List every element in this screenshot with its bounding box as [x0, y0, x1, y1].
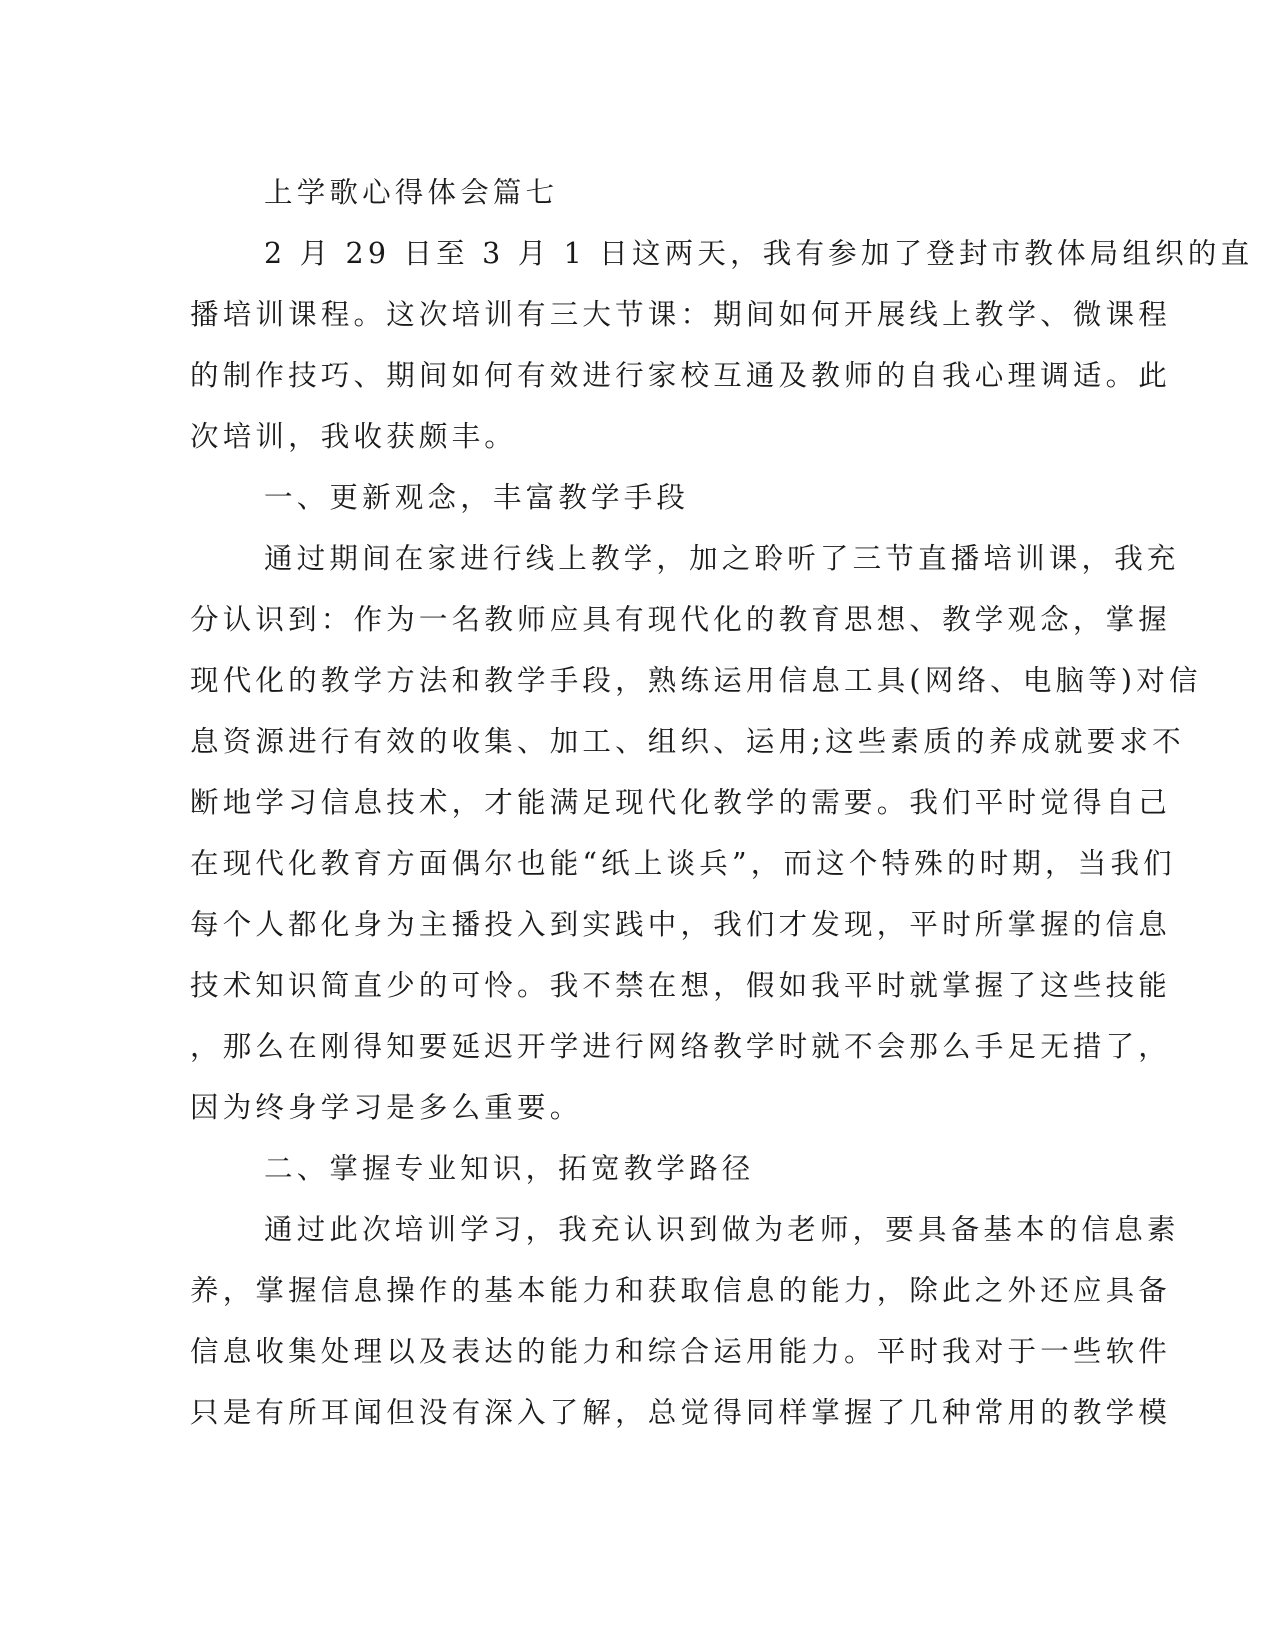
section-heading: 二、掌握专业知识，拓宽教学路径 [264, 1152, 755, 1185]
document-body [190, 162, 1254, 1443]
document-title: 上学歌心得体会篇七 [264, 176, 559, 209]
paragraph-line: 在现代化教育方面偶尔也能“纸上谈兵”，而这个特殊的时期，当我们 [190, 847, 1176, 880]
paragraph-line: 每个人都化身为主播投入到实践中，我们才发现，平时所掌握的信息 [190, 908, 1172, 941]
paragraph-line: 的制作技巧、期间如何有效进行家校互通及教师的自我心理调适。此 [190, 359, 1172, 392]
section-heading: 一、更新观念，丰富教学手段 [264, 481, 690, 514]
paragraph-line: ，那么在刚得知要延迟开学进行网络教学时就不会那么手足无措了， [190, 1030, 1172, 1063]
paragraph-line: 信息收集处理以及表达的能力和综合运用能力。平时我对于一些软件 [190, 1335, 1172, 1368]
paragraph-line: 养，掌握信息操作的基本能力和获取信息的能力，除此之外还应具备 [190, 1274, 1172, 1307]
paragraph-line: 通过此次培训学习，我充认识到做为老师，要具备基本的信息素 [264, 1213, 1180, 1246]
paragraph-line: 现代化的教学方法和教学手段，熟练运用信息工具(网络、电脑等)对信 [190, 664, 1202, 697]
paragraph-line: 通过期间在家进行线上教学，加之聆听了三节直播培训课，我充 [264, 542, 1180, 575]
paragraph-line: 技术知识简直少的可怜。我不禁在想，假如我平时就掌握了这些技能 [190, 969, 1172, 1002]
paragraph-line: 息资源进行有效的收集、加工、组织、运用;这些素质的养成就要求不 [190, 725, 1185, 758]
paragraph-line: 因为终身学习是多么重要。 [190, 1091, 583, 1124]
paragraph-line: 播培训课程。这次培训有三大节课：期间如何开展线上教学、微课程 [190, 298, 1172, 331]
paragraph-line: 次培训，我收获颇丰。 [190, 420, 518, 453]
paragraph-line: 分认识到：作为一名教师应具有现代化的教育思想、教学观念，掌握 [190, 603, 1172, 636]
paragraph-line: 断地学习信息技术，才能满足现代化教学的需要。我们平时觉得自己 [190, 786, 1172, 819]
paragraph-line: 2 月 29 日至 3 月 1 日这两天，我有参加了登封市教体局组织的直 [264, 237, 1254, 270]
paragraph-line: 只是有所耳闻但没有深入了解，总觉得同样掌握了几种常用的教学模 [190, 1396, 1172, 1429]
